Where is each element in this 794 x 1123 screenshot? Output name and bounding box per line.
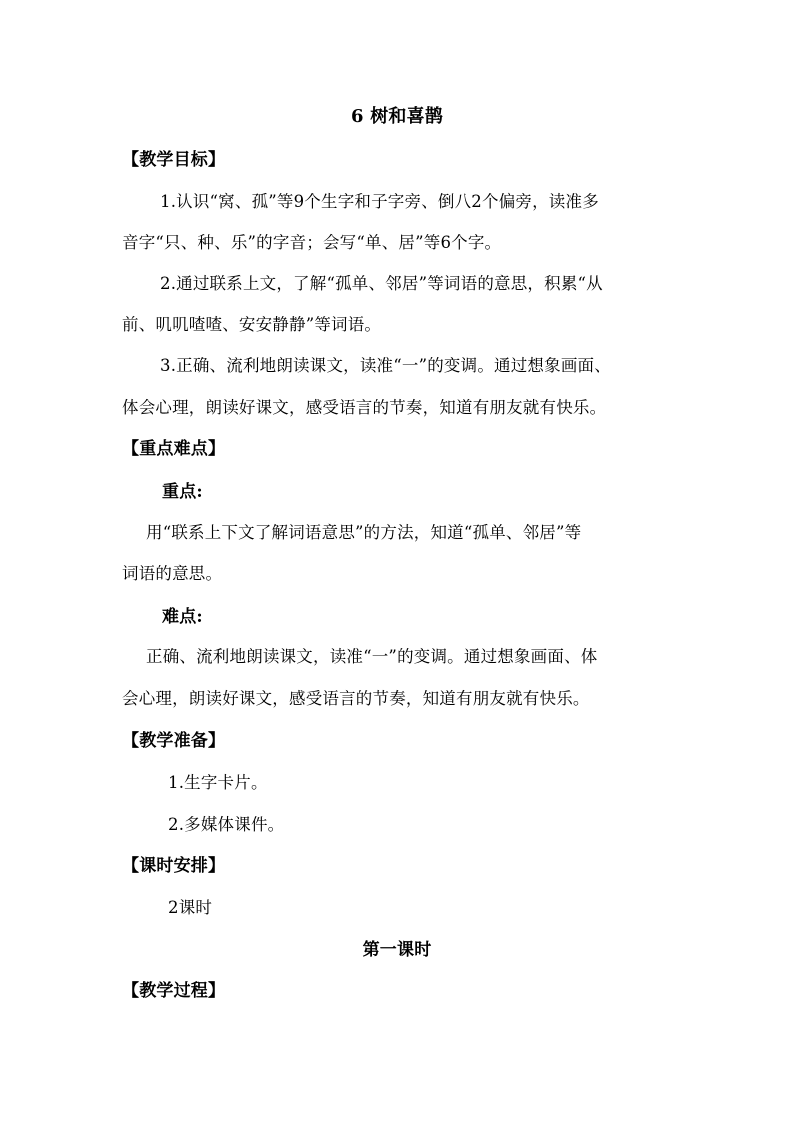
goal-1-line-1: 1.认识“窝、孤”等9个生字和子字旁、倒八2个偏旁，读准多 [160,192,599,211]
difficult-line-1: 正确、流利地朗读课文，读准“一”的变调。通过想象画面、体 [146,647,598,666]
goal-3-line-2: 体会心理，朗读好课文，感受语言的节奏，知道有朋友就有快乐。 [122,398,607,417]
goal-2-line-2: 前、叽叽喳喳、安安静静”等词语。 [122,315,382,334]
preparation-item-1: 1.生字卡片。 [168,773,268,792]
goal-3-line-1: 3.正确、流利地朗读课文，读准“一”的变调。通过想象画面、 [160,356,611,375]
key-line-2: 词语的意思。 [122,564,223,583]
difficult-line-2: 会心理，朗读好课文，感受语言的节奏，知道有朋友就有快乐。 [122,689,590,708]
lesson-one-title: 第一课时 [362,940,432,960]
key-label: 重点: [162,482,203,502]
goals-heading: 【教学目标】 [122,150,226,170]
process-heading: 【教学过程】 [122,981,226,1001]
key-line-1: 用“联系上下文了解词语意思”的方法，知道“孤单、邻居”等 [146,523,582,542]
difficult-label: 难点: [162,607,203,627]
schedule-value: 2课时 [168,898,213,917]
document-title: 6 树和喜鹊 [351,106,443,127]
preparation-item-2: 2.多媒体课件。 [168,815,285,834]
goal-2-line-1: 2.通过联系上文，了解“孤单、邻居”等词语的意思，积累“从 [160,274,603,293]
keypoints-heading: 【重点难点】 [122,439,226,459]
schedule-heading: 【课时安排】 [122,856,226,876]
goal-1-line-2: 音字“只、种、乐”的字音；会写“单、居”等6个字。 [122,233,502,252]
preparation-heading: 【教学准备】 [122,731,226,751]
